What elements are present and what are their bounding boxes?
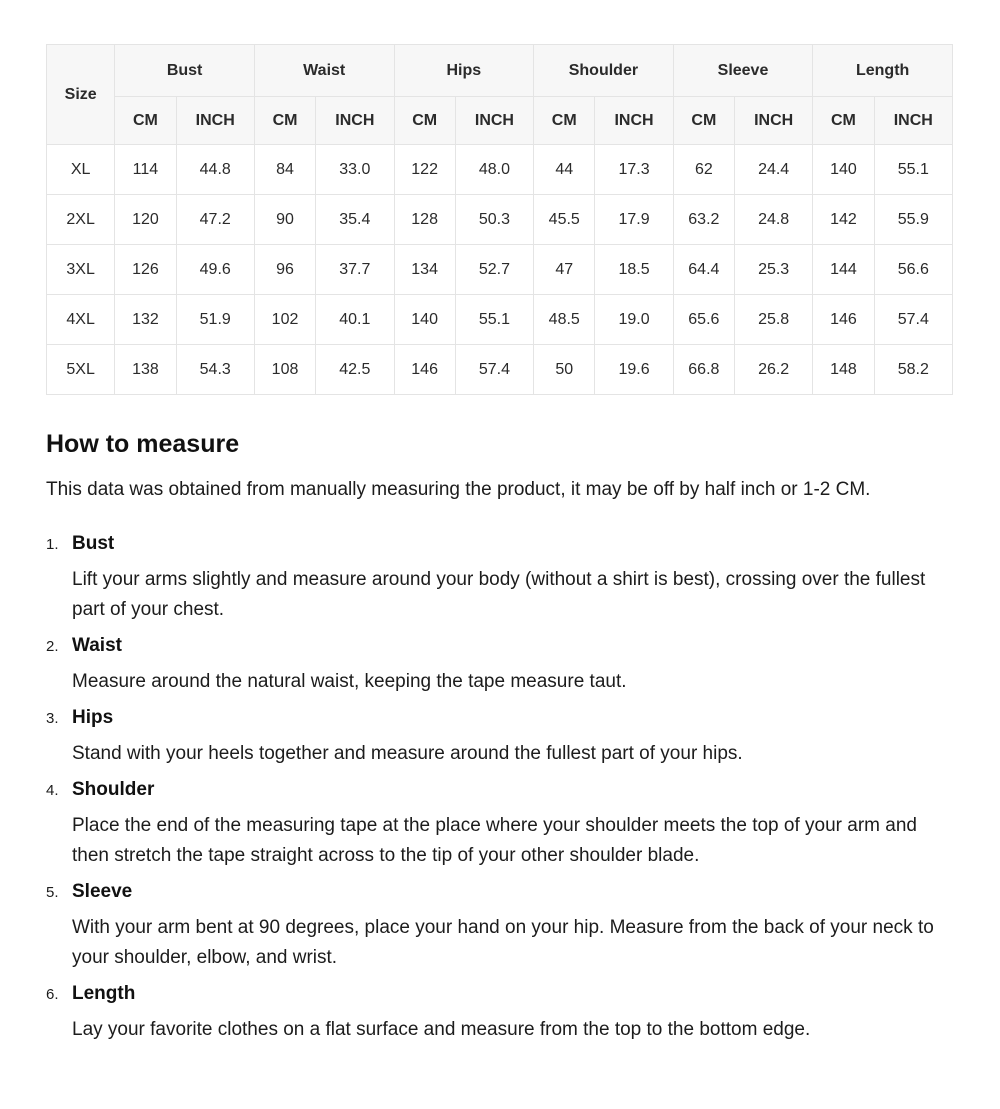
measurement-value: 47 bbox=[534, 245, 595, 295]
measurement-value: 62 bbox=[673, 145, 734, 195]
measurement-value: 57.4 bbox=[874, 295, 952, 345]
size-row-4xl bbox=[47, 295, 953, 345]
measurement-value: 40.1 bbox=[316, 295, 394, 345]
measurement-value: 44 bbox=[534, 145, 595, 195]
size-chart-table bbox=[46, 44, 953, 395]
size-row-5xl bbox=[47, 345, 953, 395]
measurement-value: 134 bbox=[394, 245, 455, 295]
step-heading bbox=[46, 529, 956, 560]
measurement-value: 128 bbox=[394, 195, 455, 245]
unit-header-cm: CM bbox=[673, 97, 734, 145]
step-term: Sleeve bbox=[72, 881, 133, 902]
step-number: 1. bbox=[46, 536, 59, 553]
measurement-group-header-hips: Hips bbox=[394, 45, 534, 97]
measurement-value: 65.6 bbox=[673, 295, 734, 345]
measurement-value: 142 bbox=[813, 195, 874, 245]
measure-step-length bbox=[46, 979, 956, 1045]
measurement-value: 63.2 bbox=[673, 195, 734, 245]
measurement-group-header-shoulder: Shoulder bbox=[534, 45, 674, 97]
step-description: Lift your arms slightly and measure around your body (without a shirt is best), crossing over the fullest part of your chest. bbox=[72, 569, 926, 620]
step-description: Place the end of the measuring tape at the place where your shoulder meets the top of your arm and then stretch the tape straight across to the tip of your other shoulder blade. bbox=[72, 815, 917, 866]
measurement-value: 48.5 bbox=[534, 295, 595, 345]
measurement-value: 55.1 bbox=[455, 295, 533, 345]
measurement-value: 24.8 bbox=[734, 195, 812, 245]
measurement-value: 24.4 bbox=[734, 145, 812, 195]
measurement-value: 148 bbox=[813, 345, 874, 395]
measurement-value: 138 bbox=[115, 345, 176, 395]
measurement-value: 57.4 bbox=[455, 345, 533, 395]
measure-step-bust bbox=[46, 529, 956, 625]
measure-disclaimer-text: This data was obtained from manually measuring the product, it may be off by half inch or 1-2 CM. bbox=[46, 479, 871, 500]
measurement-group-header-bust: Bust bbox=[115, 45, 255, 97]
measurement-value: 42.5 bbox=[316, 345, 394, 395]
unit-header-cm: CM bbox=[254, 97, 315, 145]
step-number: 5. bbox=[46, 884, 59, 901]
measurement-value: 54.3 bbox=[176, 345, 254, 395]
measurement-value: 19.6 bbox=[595, 345, 673, 395]
unit-header-inch: INCH bbox=[595, 97, 673, 145]
measurement-value: 50 bbox=[534, 345, 595, 395]
step-term: Shoulder bbox=[72, 779, 155, 800]
step-term: Waist bbox=[72, 635, 122, 656]
measure-step-shoulder bbox=[46, 775, 956, 871]
unit-header-inch: INCH bbox=[455, 97, 533, 145]
step-number: 2. bbox=[46, 638, 59, 655]
measure-step-sleeve bbox=[46, 877, 956, 973]
size-label: 5XL bbox=[47, 345, 115, 395]
measurement-value: 120 bbox=[115, 195, 176, 245]
measurement-group-header-sleeve: Sleeve bbox=[673, 45, 813, 97]
step-heading bbox=[46, 703, 956, 734]
measurement-value: 90 bbox=[254, 195, 315, 245]
measurement-value: 44.8 bbox=[176, 145, 254, 195]
measurement-value: 18.5 bbox=[595, 245, 673, 295]
measurement-value: 17.9 bbox=[595, 195, 673, 245]
measurement-group-header-length: Length bbox=[813, 45, 953, 97]
size-label: 4XL bbox=[47, 295, 115, 345]
measurement-value: 50.3 bbox=[455, 195, 533, 245]
measurement-value: 132 bbox=[115, 295, 176, 345]
how-to-measure-heading: How to measure bbox=[46, 430, 240, 458]
measurement-value: 102 bbox=[254, 295, 315, 345]
measurement-value: 35.4 bbox=[316, 195, 394, 245]
measurement-value: 26.2 bbox=[734, 345, 812, 395]
step-description: With your arm bent at 90 degrees, place your hand on your hip. Measure from the back of your neck to your shoulder, elbow, and wrist. bbox=[72, 917, 934, 968]
step-number: 4. bbox=[46, 782, 59, 799]
measure-steps-list bbox=[46, 529, 956, 1045]
measurement-value: 49.6 bbox=[176, 245, 254, 295]
measurement-value: 25.3 bbox=[734, 245, 812, 295]
size-label: 3XL bbox=[47, 245, 115, 295]
unit-header-inch: INCH bbox=[874, 97, 952, 145]
measure-step-waist bbox=[46, 631, 956, 697]
measurement-header-row bbox=[47, 45, 953, 97]
size-chart-header bbox=[47, 45, 953, 145]
measurement-value: 55.9 bbox=[874, 195, 952, 245]
step-heading bbox=[46, 979, 956, 1010]
step-number: 6. bbox=[46, 986, 59, 1003]
step-description: Stand with your heels together and measure around the fullest part of your hips. bbox=[72, 743, 743, 764]
measurement-value: 144 bbox=[813, 245, 874, 295]
measurement-value: 96 bbox=[254, 245, 315, 295]
measurement-value: 45.5 bbox=[534, 195, 595, 245]
size-row-2xl bbox=[47, 195, 953, 245]
measurement-value: 19.0 bbox=[595, 295, 673, 345]
measurement-group-header-waist: Waist bbox=[254, 45, 394, 97]
measure-step-hips bbox=[46, 703, 956, 769]
measurement-value: 47.2 bbox=[176, 195, 254, 245]
unit-header-row bbox=[47, 97, 953, 145]
measurement-value: 66.8 bbox=[673, 345, 734, 395]
unit-header-inch: INCH bbox=[316, 97, 394, 145]
measurement-value: 58.2 bbox=[874, 345, 952, 395]
measurement-value: 52.7 bbox=[455, 245, 533, 295]
unit-header-cm: CM bbox=[534, 97, 595, 145]
measurement-value: 33.0 bbox=[316, 145, 394, 195]
unit-header-cm: CM bbox=[394, 97, 455, 145]
size-row-3xl bbox=[47, 245, 953, 295]
measurement-value: 48.0 bbox=[455, 145, 533, 195]
step-term: Bust bbox=[72, 533, 115, 554]
measurement-value: 56.6 bbox=[874, 245, 952, 295]
measurement-value: 146 bbox=[394, 345, 455, 395]
step-term: Hips bbox=[72, 707, 114, 728]
measurement-value: 55.1 bbox=[874, 145, 952, 195]
measurement-value: 17.3 bbox=[595, 145, 673, 195]
measurement-value: 114 bbox=[115, 145, 176, 195]
unit-header-inch: INCH bbox=[734, 97, 812, 145]
unit-header-cm: CM bbox=[115, 97, 176, 145]
measurement-value: 84 bbox=[254, 145, 315, 195]
measurement-value: 108 bbox=[254, 345, 315, 395]
unit-header-cm: CM bbox=[813, 97, 874, 145]
size-chart-body bbox=[47, 145, 953, 395]
step-description: Measure around the natural waist, keeping the tape measure taut. bbox=[72, 671, 627, 692]
step-term: Length bbox=[72, 983, 136, 1004]
step-description: Lay your favorite clothes on a flat surface and measure from the top to the bottom edge. bbox=[72, 1019, 811, 1040]
unit-header-inch: INCH bbox=[176, 97, 254, 145]
size-row-xl bbox=[47, 145, 953, 195]
step-heading bbox=[46, 775, 956, 806]
measurement-value: 140 bbox=[813, 145, 874, 195]
measurement-value: 126 bbox=[115, 245, 176, 295]
measurement-value: 146 bbox=[813, 295, 874, 345]
step-number: 3. bbox=[46, 710, 59, 727]
size-column-header: Size bbox=[47, 45, 115, 145]
measurement-value: 51.9 bbox=[176, 295, 254, 345]
step-heading bbox=[46, 631, 956, 662]
measurement-value: 122 bbox=[394, 145, 455, 195]
measurement-value: 140 bbox=[394, 295, 455, 345]
size-label: 2XL bbox=[47, 195, 115, 245]
measurement-value: 64.4 bbox=[673, 245, 734, 295]
measurement-value: 37.7 bbox=[316, 245, 394, 295]
step-heading bbox=[46, 877, 956, 908]
size-label: XL bbox=[47, 145, 115, 195]
measurement-value: 25.8 bbox=[734, 295, 812, 345]
